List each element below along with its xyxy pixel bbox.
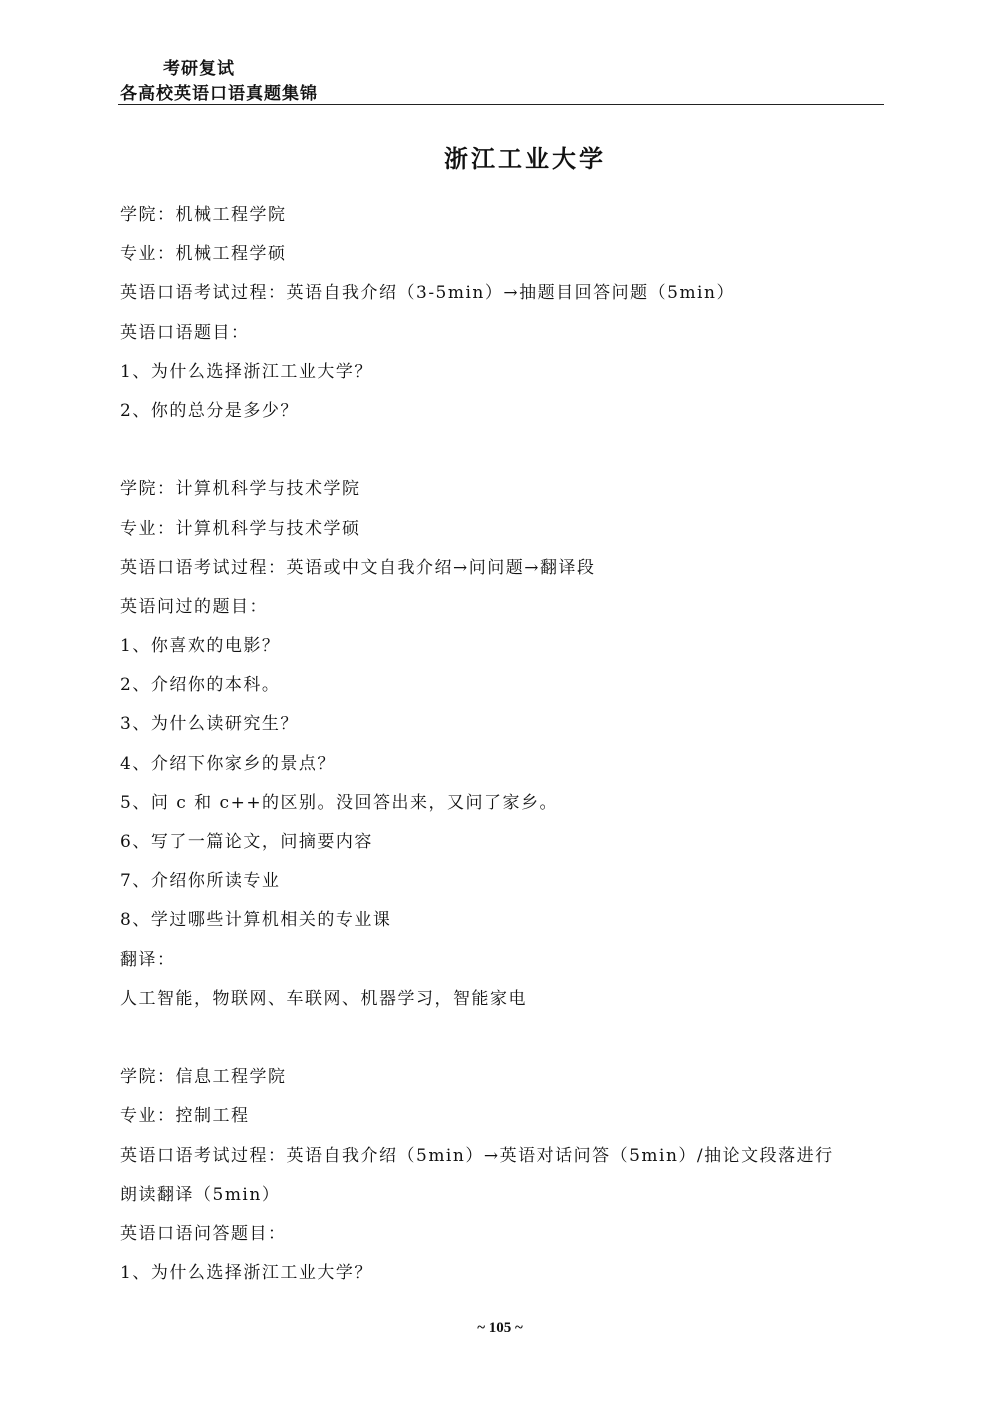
question-item: 1、你喜欢的电影？ [120, 636, 281, 657]
question-item: 1、为什么选择浙江工业大学？ [120, 1263, 373, 1284]
college-line: 学院：计算机科学与技术学院 [120, 479, 361, 500]
question-item: 7、介绍你所读专业 [120, 871, 281, 892]
questions-heading: 英语口语问答题目： [120, 1223, 287, 1244]
page-title: 浙江工业大学 [444, 144, 606, 173]
questions-heading: 英语口语题目： [120, 322, 250, 343]
process-line: 英语口语考试过程：英语自我介绍（5min）→英语对话问答（5min）/抽论文段落进行 [120, 1145, 834, 1166]
question-item: 6、写了一篇论文，问摘要内容 [120, 832, 373, 852]
process-line: 英语口语考试过程：英语自我介绍（3-5min）→抽题目回答问题（5min） [120, 283, 735, 304]
process-line-continued: 朗读翻译（5min） [120, 1184, 281, 1205]
translation-text: 人工智能，物联网、车联网、机器学习，智能家电 [120, 988, 527, 1009]
major-line: 专业：控制工程 [120, 1106, 250, 1127]
section-computer-science [120, 470, 890, 1019]
section-spacer [120, 431, 890, 470]
major-line: 专业：机械工程学硕 [120, 244, 287, 265]
major-line: 专业：计算机科学与技术学硕 [120, 518, 361, 539]
question-item: 8、学过哪些计算机相关的专业课 [120, 910, 392, 931]
college-line: 学院：机械工程学院 [120, 205, 287, 225]
question-item: 2、介绍你的本科。 [120, 675, 281, 696]
process-line: 英语口语考试过程：英语或中文自我介绍→问问题→翻译段 [120, 557, 596, 578]
question-item: 3、为什么读研究生？ [120, 714, 299, 735]
questions-heading: 英语问过的题目： [120, 596, 268, 617]
question-item: 4、介绍下你家乡的景点？ [120, 753, 336, 774]
question-item: 1、为什么选择浙江工业大学？ [120, 361, 373, 382]
header-subtitle: 考研复试 [163, 59, 235, 79]
section-mechanical [120, 196, 890, 431]
header-divider [118, 104, 884, 105]
page-header [0, 0, 1000, 110]
question-item: 5、问 c 和 c++的区别。没回答出来，又问了家乡。 [120, 792, 559, 813]
page-number: ~ 105 ~ [477, 1320, 523, 1336]
header-title: 各高校英语口语真题集锦 [120, 84, 318, 104]
document-body [120, 196, 890, 1293]
translation-heading: 翻译： [120, 949, 176, 970]
question-item: 2、你的总分是多少？ [120, 400, 299, 421]
section-information-engineering [120, 1058, 890, 1293]
section-spacer [120, 1019, 890, 1058]
college-line: 学院：信息工程学院 [120, 1067, 287, 1088]
